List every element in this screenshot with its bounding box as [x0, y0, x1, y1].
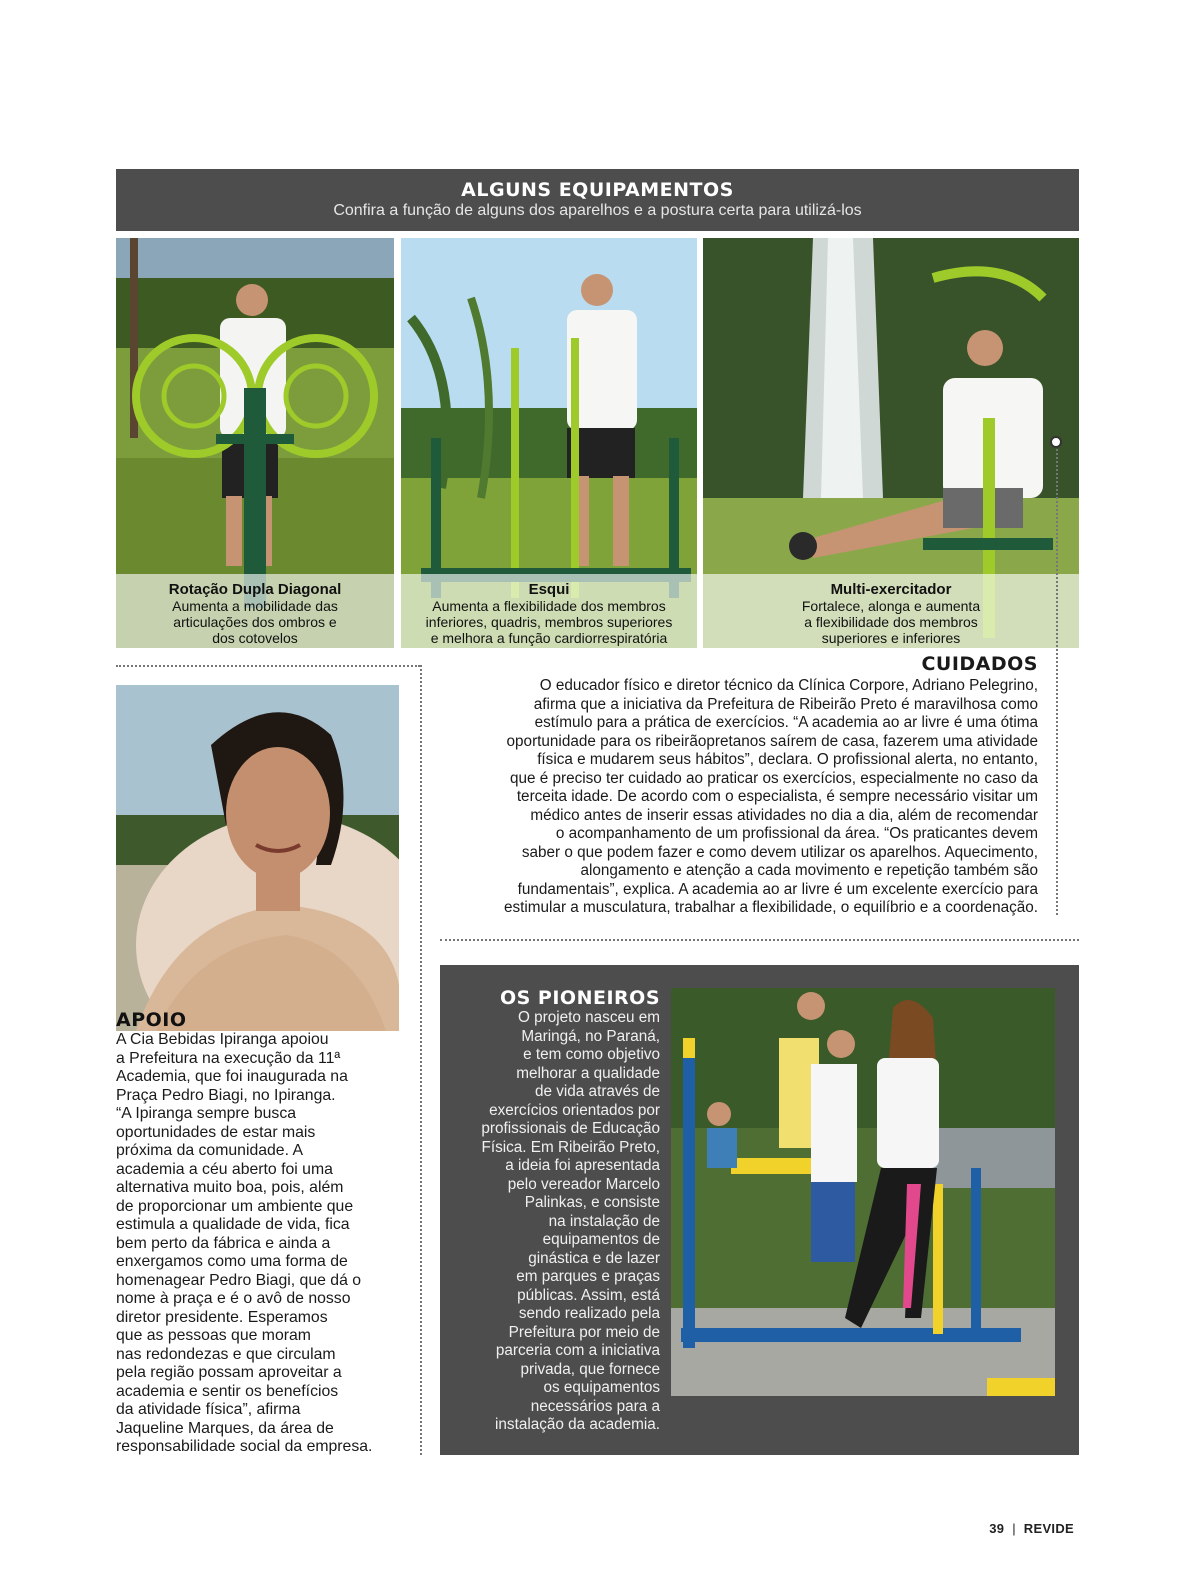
photo-portrait: [116, 685, 399, 1031]
text-line: e tem como objetivo: [523, 1046, 660, 1063]
photo-rotacao-dupla: [116, 238, 394, 648]
equipment-name: Rotação Dupla Diagonal: [168, 581, 342, 598]
text-line: bem perto da fábrica e ainda a: [116, 1234, 331, 1252]
equipment-desc-line: superiores e inferiores: [821, 630, 961, 646]
text-line: homenagear Pedro Biagi, que dá o: [116, 1271, 362, 1289]
text-line: na instalação de: [548, 1212, 660, 1230]
divider: [440, 939, 1079, 941]
text-line: Palinkas, e consiste: [524, 1194, 660, 1211]
equipment-desc-line: dos cotovelos: [212, 630, 298, 646]
text-line: alternativa muito boa, pois, além: [116, 1179, 344, 1196]
section-cuidados: [440, 653, 1038, 918]
text-line: da atividade física”, afirma: [116, 1401, 301, 1418]
text-line: estimula a qualidade de vida, fica: [116, 1216, 350, 1233]
text-line: estímulo para a prática de exercícios. “A academia ao ar livre é uma ótima: [534, 714, 1038, 731]
text-line: públicas. Assim, está: [517, 1286, 660, 1304]
text-line: Física. Em Ribeirão Preto,: [481, 1138, 660, 1156]
text-line: pela região possam aproveitar a: [116, 1364, 342, 1381]
pioneiros-body: [454, 1009, 660, 1435]
apoio-body: [116, 1031, 416, 1457]
page-number: 39: [989, 1521, 1005, 1536]
divider: [420, 665, 422, 1455]
text-line: academia a céu aberto foi uma: [116, 1160, 333, 1178]
section-title: APOIO: [116, 1009, 187, 1031]
text-line: médico antes de inserir essas atividades no dia a dia, além de recomendar: [530, 806, 1038, 824]
photo-esqui: [401, 238, 697, 648]
text-line: Academia, que foi inaugurada na: [116, 1068, 348, 1085]
equipment-name: Multi-exercitador: [830, 581, 952, 598]
family-exercise-photo: [671, 988, 1055, 1396]
text-line: academia e sentir os benefícios: [116, 1382, 339, 1400]
text-line: instalação da academia.: [495, 1416, 660, 1433]
text-line: alongamento e atenção a cada movimento e repetição também são: [580, 862, 1038, 879]
text-line: a ideia foi apresentada: [505, 1157, 660, 1174]
text-line: saber o que podem fazer e como devem utilizar os aparelhos. Aquecimento,: [521, 843, 1038, 861]
equipment-desc-line: Aumenta a mobilidade das: [172, 598, 338, 614]
photo-pioneiros: [671, 988, 1055, 1396]
text-line: o acompanhamento de um profissional da área. “Os praticantes devem: [555, 825, 1038, 842]
page-footer: [989, 1521, 1074, 1536]
equipment-desc-line: Fortalece, alonga e aumenta: [801, 598, 981, 614]
text-line: que é preciso ter cuidado ao praticar os exercícios, especialmente no caso da: [509, 769, 1038, 787]
text-line: nome à praça e é o avô de nosso: [116, 1290, 351, 1307]
equipment-caption: [116, 574, 394, 648]
text-line: estimular a musculatura, trabalhar a flexibilidade, o equilíbrio e a coordenação.: [504, 899, 1038, 916]
text-line: exercícios orientados por: [489, 1101, 660, 1119]
text-line: oportunidades de estar mais: [116, 1123, 316, 1141]
divider: [1056, 440, 1058, 915]
text-line: enxergamos como uma forma de: [116, 1253, 348, 1270]
text-line: afirma que a iniciativa da Prefeitura de Ribeirão Preto é maravilhosa como: [533, 695, 1038, 713]
text-line: os equipamentos: [543, 1379, 660, 1396]
text-line: de vida através de: [534, 1083, 660, 1100]
text-line: fundamentais”, explica. A academia ao ar livre é um excelente exercício para: [517, 880, 1038, 898]
text-line: Prefeitura por meio de: [508, 1323, 660, 1341]
banner-subtitle: Confira a função de alguns dos aparelhos e a postura certa para utilizá-los: [333, 202, 862, 219]
text-line: “A Ipiranga sempre busca: [116, 1105, 297, 1122]
section-banner: [116, 169, 1079, 231]
text-line: profissionais de Educação: [481, 1120, 660, 1137]
text-line: Praça Pedro Biagi, no Ipiranga.: [116, 1086, 336, 1104]
text-line: A Cia Bebidas Ipiranga apoiou: [116, 1031, 329, 1048]
text-line: O projeto nasceu em: [518, 1009, 660, 1026]
text-line: a Prefeitura na execução da 11ª: [116, 1049, 341, 1067]
cuidados-body: [440, 677, 1038, 918]
section-title: CUIDADOS: [921, 653, 1038, 675]
equipment-caption: [401, 574, 697, 648]
text-line: física e mudarem seus hábitos”, declara. O profissional alerta, no entanto,: [537, 751, 1038, 768]
text-line: diretor presidente. Esperamos: [116, 1308, 328, 1326]
text-line: parceria com a iniciativa: [495, 1342, 660, 1359]
pioneiros-text: [454, 987, 660, 1435]
text-line: em parques e praças: [516, 1268, 660, 1285]
text-line: necessários para a: [530, 1397, 660, 1415]
equipment-desc-line: articulações dos ombros e: [173, 614, 337, 630]
banner-title: ALGUNS EQUIPAMENTOS: [461, 179, 734, 201]
text-line: equipamentos de: [542, 1231, 660, 1248]
text-line: sendo realizado pela: [518, 1305, 660, 1322]
magazine-name: REVIDE: [1023, 1521, 1074, 1536]
equipment-caption: [703, 574, 1079, 648]
text-line: melhorar a qualidade: [516, 1064, 660, 1082]
woman-portrait-photo: [116, 685, 399, 1031]
text-line: nas redondezas e que circulam: [116, 1345, 336, 1363]
equipment-desc-line: e melhora a função cardiorrespiratória: [430, 630, 668, 646]
text-line: que as pessoas que moram: [116, 1327, 311, 1344]
text-line: próxima da comunidade. A: [116, 1142, 304, 1159]
footer-separator: |: [1012, 1521, 1016, 1536]
equipment-desc-line: inferiores, quadris, membros superiores: [425, 614, 673, 630]
text-line: ginástica e de lazer: [528, 1249, 660, 1267]
text-line: de proporcionar um ambiente que: [116, 1197, 354, 1215]
text-line: oportunidade para os ribeirãopretanos saírem de casa, fazerem uma atividade: [506, 732, 1038, 750]
divider-end-dot: [1050, 436, 1062, 448]
text-line: Maringá, no Paraná,: [521, 1027, 660, 1045]
photo-multi-exercitador: [703, 238, 1079, 648]
section-title: OS PIONEIROS: [499, 987, 660, 1009]
section-apoio: [116, 1009, 416, 1457]
equipment-desc-line: Aumenta a flexibilidade dos membros: [432, 598, 666, 614]
divider: [116, 665, 420, 667]
section-pioneiros: [440, 965, 1079, 1455]
text-line: Jaqueline Marques, da área de: [116, 1419, 334, 1437]
text-line: O educador físico e diretor técnico da Clínica Corpore, Adriano Pelegrino,: [539, 677, 1038, 694]
text-line: responsabilidade social da empresa.: [116, 1438, 373, 1455]
text-line: pelo vereador Marcelo: [507, 1175, 660, 1193]
text-line: terceita idade. De acordo com o especialista, é sempre necessário visitar um: [516, 788, 1038, 805]
text-line: privada, que fornece: [520, 1360, 660, 1378]
equipment-name: Esqui: [528, 581, 570, 598]
equipment-desc-line: a flexibilidade dos membros: [804, 614, 978, 630]
